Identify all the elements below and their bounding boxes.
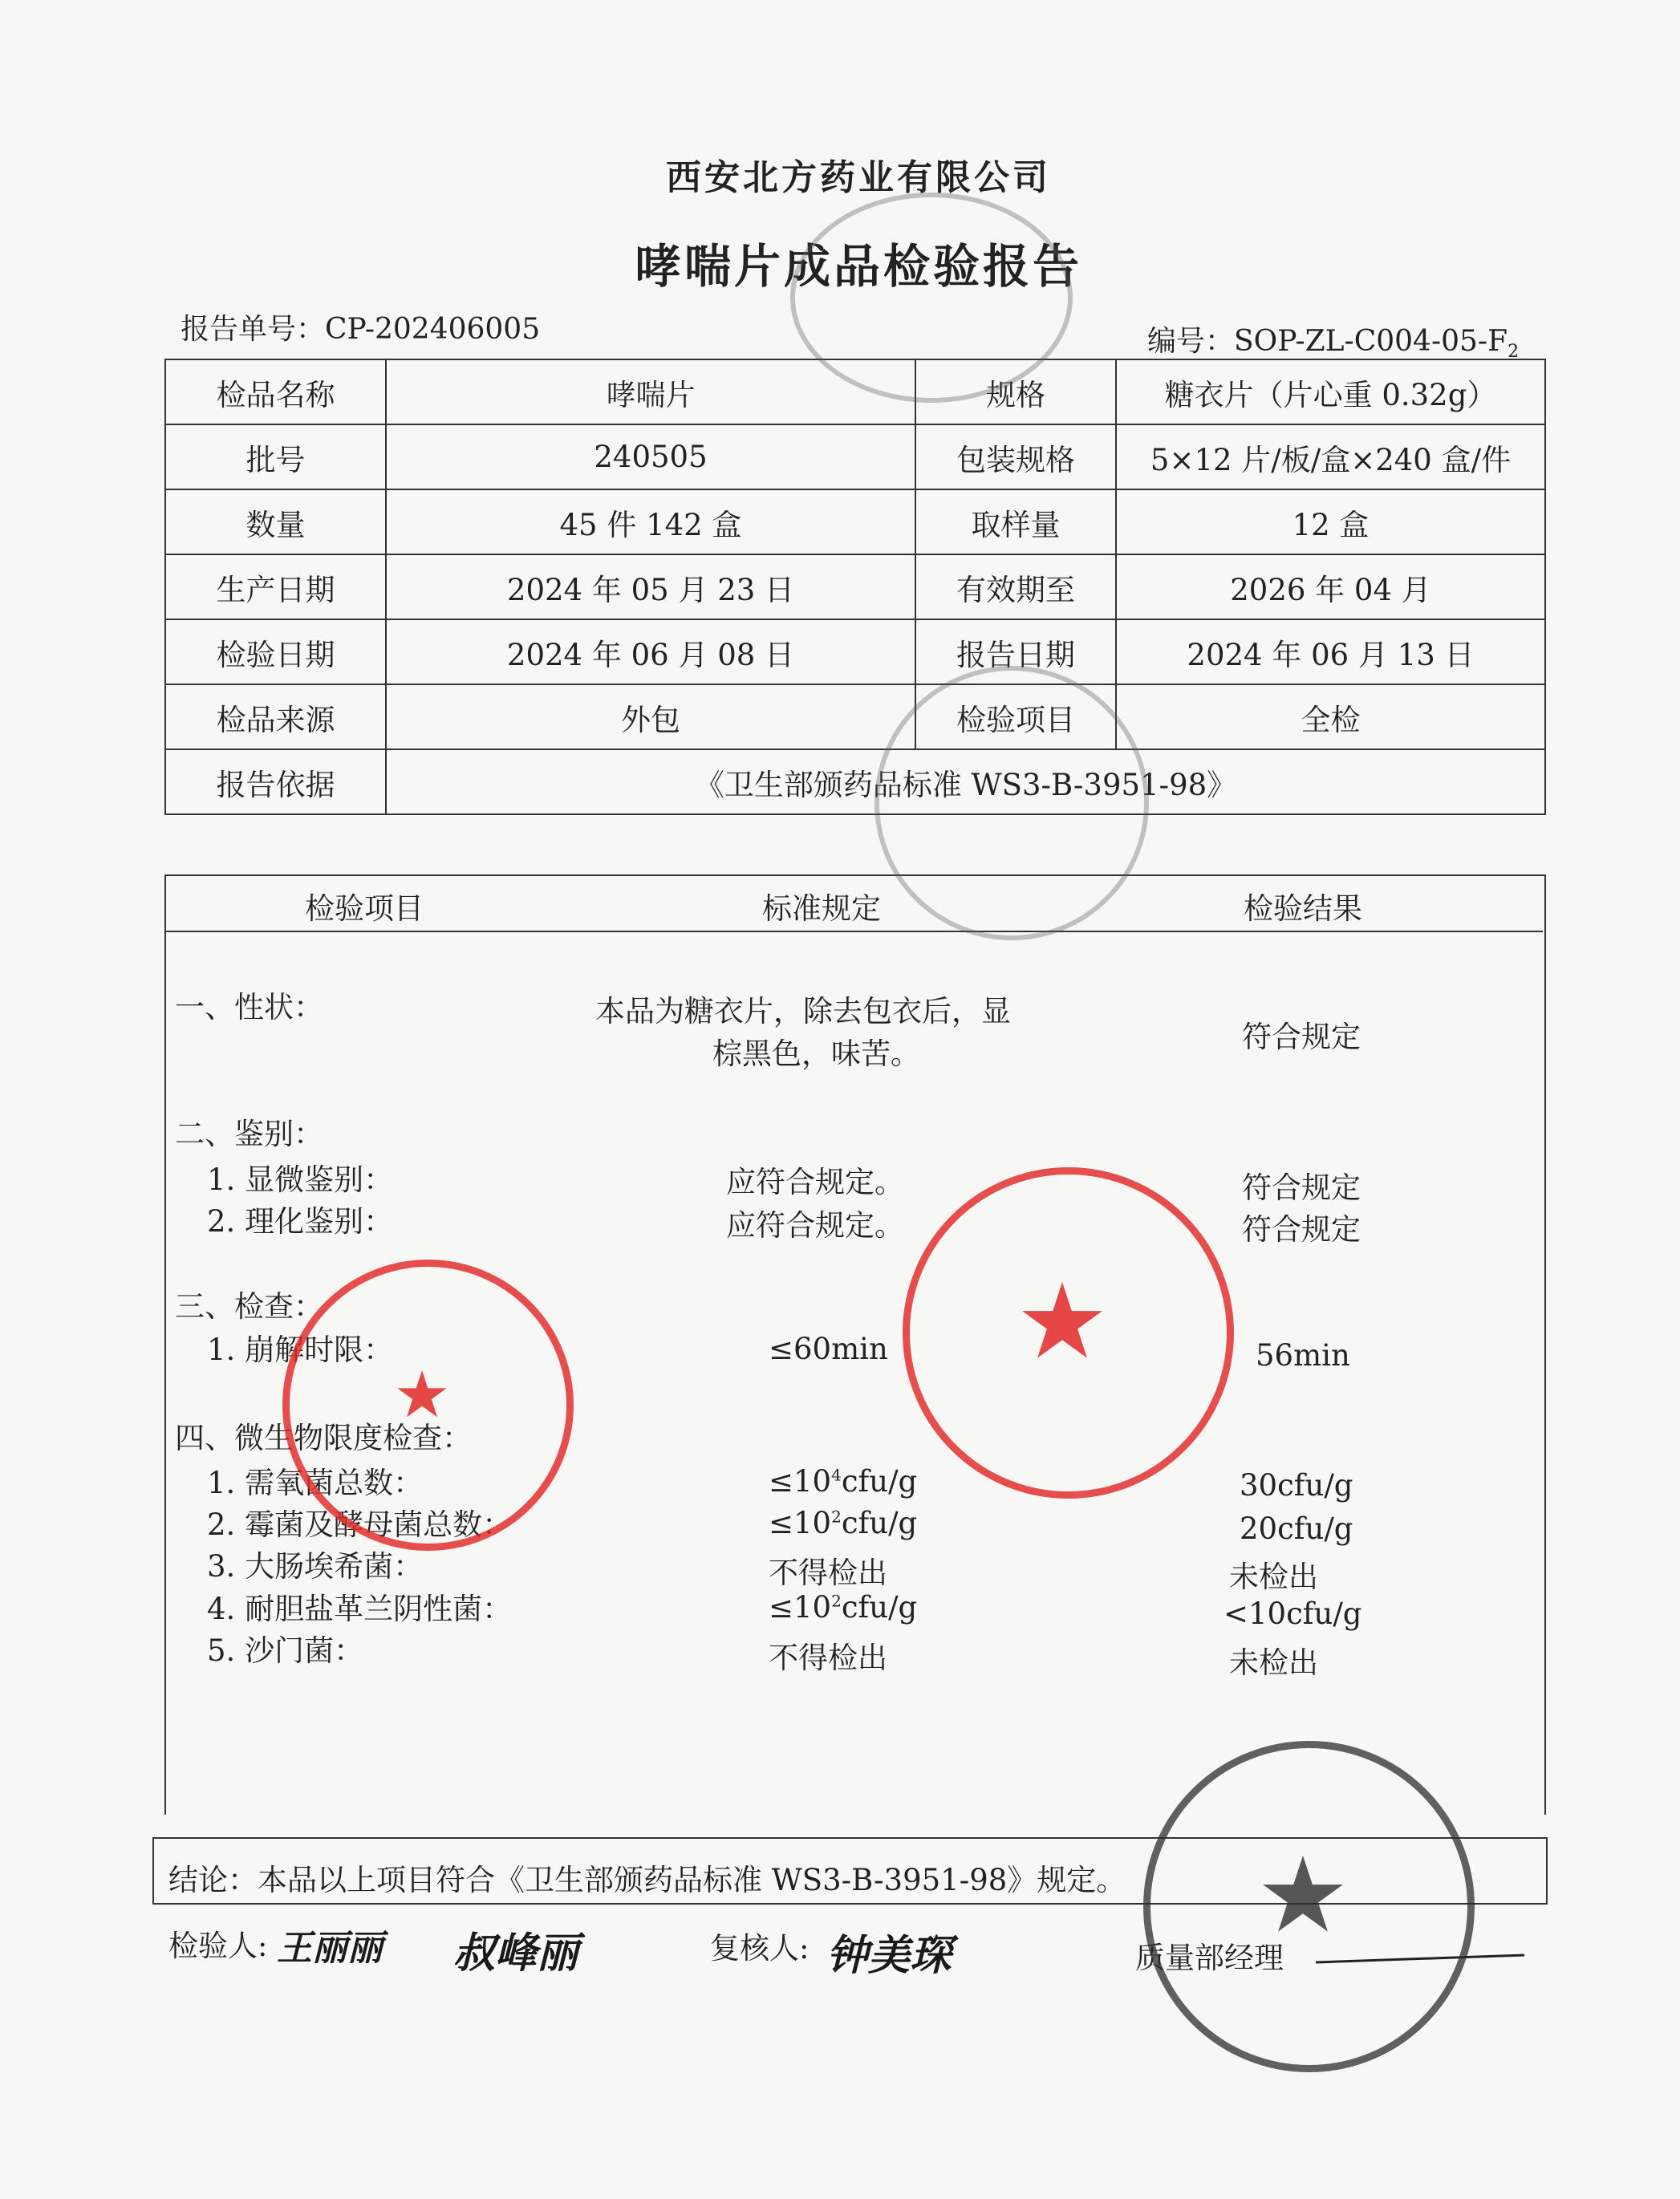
info-row: [165, 359, 1545, 424]
micro-4-standard-base: ≤10: [769, 1590, 832, 1625]
micro-4-standard: [769, 1590, 917, 1625]
micro-4: 4. 耐胆盐革兰阴性菌：: [207, 1592, 513, 1626]
star-icon: ★: [1256, 1834, 1350, 1956]
report-number-value: CP-202406005: [325, 313, 541, 346]
conclusion-text: 结论：本品以上项目符合《卫生部颁药品标准 WS3-B-3951-98》规定。: [168, 1863, 1126, 1897]
inspector-signature-2: 叔峰丽: [453, 1929, 579, 1978]
micro-1-standard-exponent: 4: [831, 1465, 842, 1485]
info-label-left: 数量: [165, 489, 386, 554]
micro-3: 3. 大肠埃希菌：: [207, 1549, 424, 1584]
micro-1: 1. 需氧菌总数：: [207, 1466, 424, 1500]
form-number: [1147, 318, 1519, 362]
info-row: [165, 554, 1545, 619]
inspection-1: 1. 崩解时限：: [207, 1333, 394, 1367]
inspection-1-standard: ≤60min: [769, 1332, 888, 1366]
star-icon: ★: [393, 1357, 451, 1432]
reviewer-signature: 钟美琛: [826, 1931, 952, 1980]
micro-2-standard-exponent: 2: [831, 1507, 842, 1527]
info-row: [165, 424, 1545, 489]
micro-1-standard: [769, 1464, 917, 1499]
micro-5: 5. 沙门菌：: [207, 1633, 364, 1668]
product-info-body: [165, 359, 1545, 749]
info-value-left: 2024 年 05 月 23 日: [386, 554, 915, 619]
form-number-value: SOP-ZL-C004-05-F: [1234, 325, 1508, 358]
micro-4-standard-exponent: 2: [831, 1591, 842, 1611]
info-label-right: 检验项目: [915, 684, 1116, 749]
identification-2-result: 符合规定: [1242, 1212, 1361, 1247]
identification-1-result: 符合规定: [1242, 1171, 1361, 1205]
info-label-right: 报告日期: [915, 619, 1116, 684]
micro-5-result: 未检出: [1229, 1645, 1318, 1680]
info-value-left: 外包: [386, 684, 915, 749]
micro-3-result: 未检出: [1229, 1560, 1318, 1594]
info-label-left: 批号: [165, 424, 386, 489]
info-row: [165, 619, 1545, 684]
info-value-left: 45 件 142 盒: [386, 489, 915, 554]
identification-2: 2. 理化鉴别：: [207, 1204, 394, 1239]
info-value-right: 糖衣片（片心重 0.32g）: [1116, 359, 1545, 424]
info-label-left: 检品名称: [165, 359, 386, 424]
report-number-label: 报告单号：: [181, 313, 326, 346]
identification-1: 1. 显微鉴别：: [207, 1162, 394, 1197]
info-value-left: 2024 年 06 月 08 日: [386, 619, 915, 684]
micro-2: 2. 霉菌及酵母菌总数：: [207, 1507, 513, 1542]
basis-row: [165, 749, 1545, 814]
micro-2-standard-unit: cfu/g: [841, 1506, 918, 1540]
form-number-subscript: 2: [1508, 342, 1520, 363]
info-value-right: 2024 年 06 月 13 日: [1116, 619, 1545, 684]
info-value-right: 12 盒: [1116, 489, 1545, 554]
identification-1-standard: 应符合规定。: [726, 1165, 904, 1199]
company-name: 西安北方药业有限公司: [666, 157, 1051, 198]
micro-2-standard: [769, 1506, 917, 1540]
info-label-right: 取样量: [915, 489, 1116, 554]
results-header: [164, 874, 1543, 932]
micro-4-result: <10cfu/g: [1223, 1597, 1362, 1631]
info-value-right: 5×12 片/板/盒×240 盒/件: [1116, 424, 1545, 489]
properties-standard-line1: 本品为糖衣片，除去包衣后，显: [595, 994, 1011, 1028]
product-info-table: [164, 359, 1546, 815]
form-number-label: 编号：: [1147, 325, 1235, 358]
micro-2-standard-base: ≤10: [769, 1506, 832, 1540]
info-value-left: 哮喘片: [386, 359, 915, 424]
inspection-label: 三、检查：: [175, 1289, 323, 1324]
star-icon: ★: [1015, 1260, 1110, 1382]
info-label-left: 检品来源: [165, 684, 386, 749]
micro-label: 四、微生物限度检查：: [175, 1421, 472, 1455]
manager-label: 质量部经理: [1135, 1941, 1284, 1975]
properties-standard-line2: 棕黑色，味苦。: [712, 1037, 920, 1071]
header-standard: 标准规定: [762, 891, 881, 926]
header-item: 检验项目: [305, 891, 424, 926]
info-label-right: 包装规格: [915, 424, 1116, 489]
identification-label: 二、鉴别：: [175, 1117, 323, 1151]
inspector-signature-1: 王丽丽: [277, 1928, 383, 1969]
manager-signature-stroke: [1316, 1954, 1524, 1963]
report-number: [181, 306, 540, 347]
micro-1-standard-unit: cfu/g: [841, 1464, 918, 1499]
info-label-left: 生产日期: [165, 554, 386, 619]
info-label-right: 有效期至: [915, 554, 1116, 619]
info-label-left: 检验日期: [165, 619, 386, 684]
micro-4-standard-unit: cfu/g: [841, 1590, 918, 1625]
micro-3-standard: 不得检出: [769, 1556, 887, 1590]
report-title: 哮喘片成品检验报告: [634, 239, 1082, 294]
basis-value: 《卫生部颁药品标准 WS3-B-3951-98》: [386, 749, 1545, 814]
identification-2-standard: 应符合规定。: [726, 1208, 904, 1243]
info-value-right: 2026 年 04 月: [1116, 554, 1545, 619]
micro-1-result: 30cfu/g: [1240, 1468, 1353, 1503]
basis-label: 报告依据: [165, 749, 386, 814]
micro-1-standard-base: ≤10: [769, 1464, 832, 1499]
micro-2-result: 20cfu/g: [1240, 1511, 1353, 1546]
info-value-left: 240505: [386, 424, 915, 489]
properties-result: 符合规定: [1242, 1020, 1361, 1054]
info-row: [165, 684, 1545, 749]
properties-label: 一、性状：: [175, 990, 323, 1024]
micro-5-standard: 不得检出: [769, 1641, 887, 1675]
info-label-right: 规格: [915, 359, 1116, 424]
info-value-right: 全检: [1116, 684, 1545, 749]
info-row: [165, 489, 1545, 554]
header-result: 检验结果: [1244, 891, 1362, 926]
inspector-label: 检验人:: [168, 1929, 268, 1963]
inspection-1-result: 56min: [1256, 1338, 1350, 1373]
reviewer-label: 复核人:: [710, 1931, 810, 1966]
